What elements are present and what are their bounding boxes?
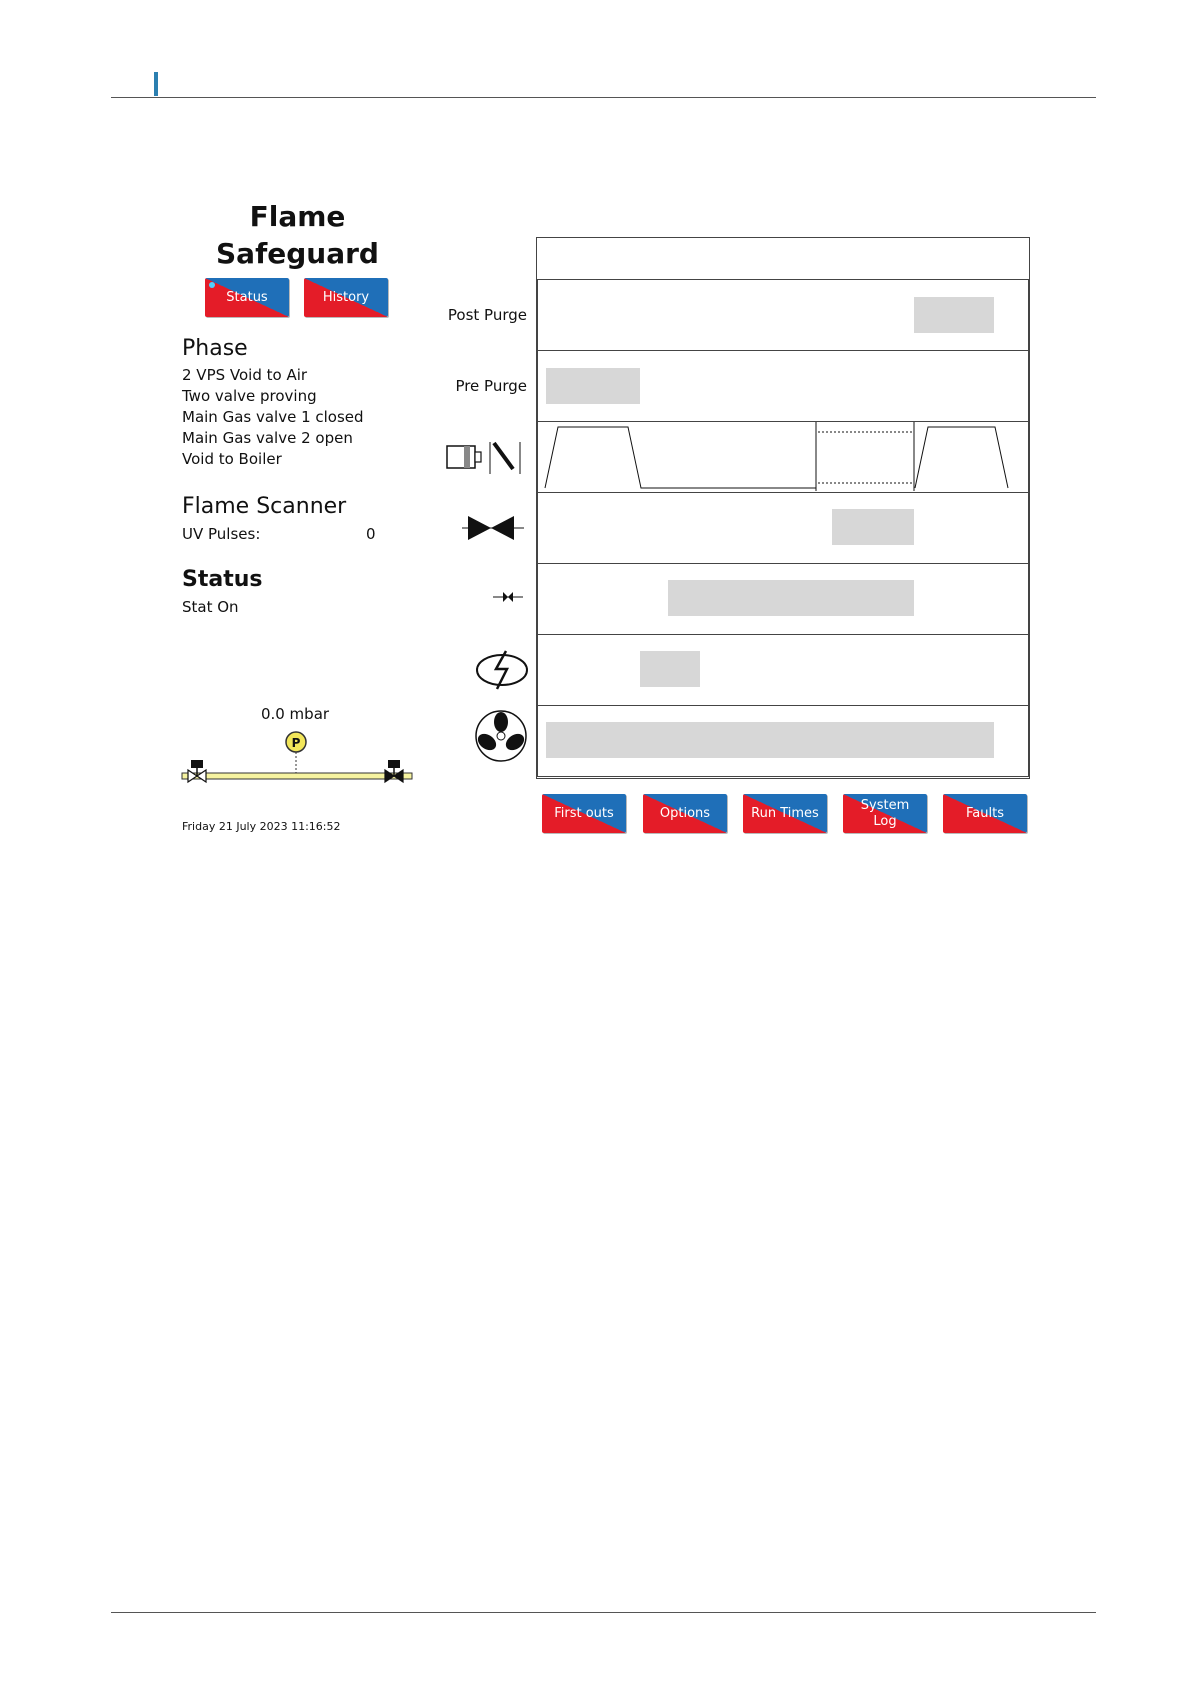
options-button[interactable] — [643, 794, 727, 833]
faults-button[interactable] — [943, 794, 1027, 833]
chart-right-border — [1028, 279, 1029, 777]
status-value: Stat On — [182, 598, 239, 616]
row-divider — [537, 492, 1029, 493]
phase-line: 2 VPS Void to Air — [182, 366, 308, 384]
ignition-icon — [474, 649, 530, 691]
pilot-valve-icon — [493, 590, 523, 604]
run-times-label: Run Times — [751, 805, 819, 821]
row-label-pre-purge: Pre Purge — [455, 377, 527, 395]
gauge-symbol: P — [291, 736, 301, 750]
uv-pulses-label: UV Pulses: — [182, 525, 261, 543]
phase-line: Two valve proving — [182, 387, 317, 405]
phase-heading: Phase — [182, 336, 248, 361]
tab-history-label: History — [322, 290, 370, 305]
faults-label: Faults — [966, 805, 1004, 821]
system-log-label: System Log — [860, 797, 910, 829]
gas-train-diagram — [180, 730, 416, 788]
fan-icon — [474, 709, 528, 763]
post-purge-bar — [914, 297, 994, 333]
row-divider — [537, 705, 1029, 706]
first-outs-button[interactable] — [542, 794, 626, 833]
system-log-button[interactable] — [843, 794, 927, 833]
page-title-line1: Flame — [249, 200, 346, 233]
phase-line: Main Gas valve 2 open — [182, 429, 353, 447]
chart-left-border — [537, 279, 538, 777]
header-rule — [111, 97, 1096, 98]
pressure-gauge-icon — [286, 732, 306, 752]
row-divider — [537, 634, 1029, 635]
fan-bar — [546, 722, 994, 758]
run-times-button[interactable] — [743, 794, 827, 833]
air-damper-profile — [538, 422, 1028, 491]
section-marker — [154, 72, 158, 96]
page-title-line2: Safeguard — [216, 237, 379, 270]
uv-pulses-value: 0 — [366, 525, 376, 543]
air-damper-icon — [446, 439, 524, 477]
status-heading: Status — [182, 567, 263, 592]
row-divider — [537, 776, 1029, 777]
tab-history[interactable] — [304, 278, 388, 317]
pressure-reading: 0.0 mbar — [260, 705, 330, 723]
phase-line: Main Gas valve 1 closed — [182, 408, 364, 426]
ignition-bar — [640, 651, 700, 687]
pre-purge-bar — [546, 368, 640, 404]
row-divider — [537, 563, 1029, 564]
phase-line: Void to Boiler — [182, 450, 282, 468]
first-outs-label: First outs — [554, 805, 614, 821]
pilot-valve-bar — [668, 580, 914, 616]
row-divider — [537, 350, 1029, 351]
flame-scanner-heading: Flame Scanner — [182, 494, 347, 519]
tab-status[interactable] — [205, 278, 289, 317]
options-label: Options — [659, 805, 711, 821]
main-gas-bar — [832, 509, 914, 545]
datetime: Friday 21 July 2023 11:16:52 — [182, 820, 341, 833]
active-indicator — [209, 282, 215, 288]
main-gas-valve-icon — [462, 513, 524, 543]
footer-rule — [111, 1612, 1096, 1613]
row-label-post-purge: Post Purge — [447, 306, 527, 324]
tab-status-label: Status — [226, 290, 268, 305]
row-divider — [537, 279, 1029, 280]
